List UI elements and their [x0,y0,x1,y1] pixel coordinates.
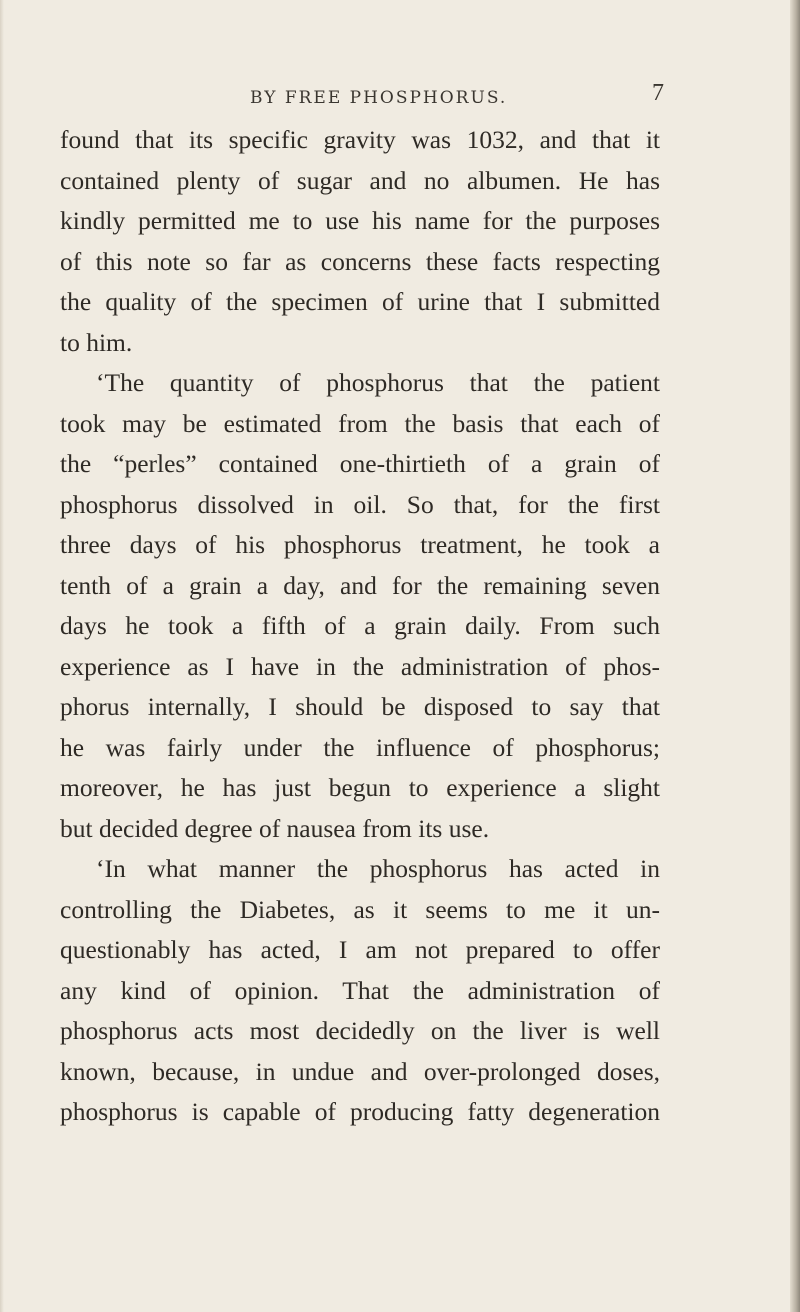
text-line: questionably has acted, I am not prepared to offer [60,935,660,964]
page-left-edge [0,0,4,1312]
text-line: contained plenty of sugar and no albumen. He has [60,165,660,195]
text-line: ‘The quantity of phosphorus that the patient [96,368,660,397]
text-line: known, because, in undue and over-prolonged doses, [60,1056,660,1086]
text-line: the quality of the specimen of urine that I submitted [60,287,660,316]
text-line: found that its specific gravity was 1032, and that it [60,125,660,154]
page-right-edge [790,0,800,1312]
text-line: took may be estimated from the basis that each of [60,408,660,438]
text-line: experience as I have in the administration of phos- [60,651,660,681]
text-line: the “perles” contained one-thirtieth of a grain of [60,449,660,478]
text-line: tenth of a grain a day, and for the remaining seven [60,570,660,600]
text-line: ‘In what manner the phosphorus has acted in [96,854,660,883]
running-head: BY FREE PHOSPHORUS. [250,88,508,108]
page-number: 7 [652,80,664,106]
text-line: of this note so far as concerns these facts respecting [60,246,660,276]
text-line: phosphorus dissolved in oil. So that, for the first [60,489,660,519]
text-line: moreover, he has just begun to experience a slight [60,773,660,802]
text-line: phosphorus acts most decidedly on the liver is well [60,1016,660,1045]
text-line: phorus internally, I should be disposed to say that [60,692,660,721]
text-line: but decided degree of nausea from its use. [60,813,490,843]
text-line: phosphorus is capable of producing fatty degeneration [60,1097,660,1126]
text-line: days he took a fifth of a grain daily. From such [60,611,660,640]
text-line: he was fairly under the influence of phosphorus; [60,732,660,762]
body-text [60,120,660,1133]
text-line: three days of his phosphorus treatment, he took a [60,530,660,559]
text-line: any kind of opinion. That the administration of [60,975,660,1005]
text-line: kindly permitted me to use his name for the purposes [60,206,660,235]
text-line: to him. [60,327,133,357]
text-line: controlling the Diabetes, as it seems to me it un- [60,894,660,924]
